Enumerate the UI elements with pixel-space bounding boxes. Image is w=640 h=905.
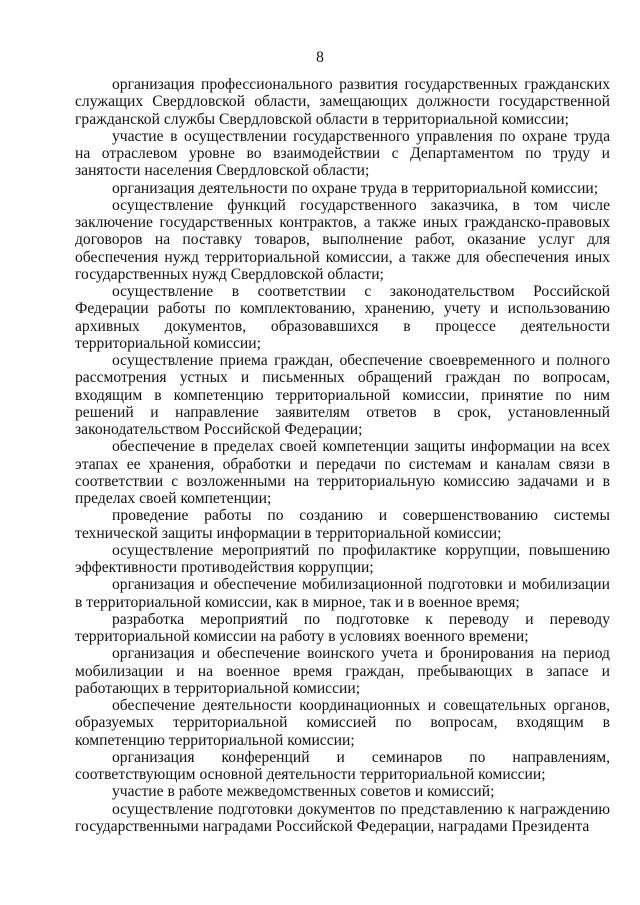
paragraph: осуществление мероприятий по профилактике коррупции, повышению эффективности противодействия коррупции; <box>75 541 610 576</box>
paragraph: организация и обеспечение мобилизационной подготовки и мобилизации в территориальной комиссии, как в мирное, так и в военное время; <box>75 576 610 611</box>
paragraph: обеспечение деятельности координационных и совещательных органов, образуемых территориальной комиссией по вопросам, входящим в компетенцию территориальной комиссии; <box>75 697 610 749</box>
paragraph: обеспечение в пределах своей компетенции защиты информации на всех этапах ее хранения, обработки и передачи по системам и каналам связи в соответствии с возложенными на территориальную комиссию задачами и в пределах своей компетенции; <box>75 438 610 507</box>
paragraph: проведение работы по созданию и совершенствованию системы технической защиты информации в территориальной комиссии; <box>75 507 610 542</box>
paragraph: разработка мероприятий по подготовке к переводу и переводу территориальной комиссии на работу в условиях военного времени; <box>75 610 610 645</box>
paragraph: осуществление приема граждан, обеспечение своевременного и полного рассмотрения устных и письменных обращений граждан по вопросам, входящим в компетенцию территориальной комиссии, принятие по ним решений и направление заявителям ответов в срок, установленный законодательством Российской Федерации; <box>75 352 610 438</box>
paragraph: участие в осуществлении государственного управления по охране труда на отраслевом уровне во взаимодействии с Департаментом по труду и занятости населения Свердловской области; <box>75 127 610 180</box>
paragraph: организация деятельности по охране труда в территориальной комиссии; <box>112 179 599 197</box>
paragraph: осуществление в соответствии с законодательством Российской Федерации работы по комплектованию, хранению, учету и использованию архивных документов, образовавшихся в процессе деятельности территориальной комиссии; <box>75 283 610 352</box>
paragraph: организация конференций и семинаров по направлениям, соответствующим основной деятельности территориальной комиссии; <box>75 748 610 783</box>
paragraph: участие в работе межведомственных советов и комиссий; <box>112 783 495 801</box>
page-number: 8 <box>316 49 324 66</box>
document-body <box>75 76 610 835</box>
paragraph: осуществление функций государственного заказчика, в том числе заключение государственных контрактов, а также иных гражданско-правовых договоров на поставку товаров, выполнение работ, оказание услуг для обеспечения нужд территориальной комиссии, а также для обеспечения иных государственных нужд Свердловской области; <box>75 196 610 283</box>
paragraph: осуществление подготовки документов по представлению к награждению государственными наградами Российской Федерации, наградами Президента <box>75 800 610 835</box>
paragraph: организация и обеспечение воинского учета и бронирования на период мобилизации и на военное время граждан, пребывающих в запасе и работающих в территориальной комиссии; <box>75 645 610 697</box>
paragraph: организация профессионального развития государственных гражданских служащих Свердловской области, замещающих должности государственной гражданской службы Свердловской области в территориальной комиссии; <box>75 76 610 128</box>
